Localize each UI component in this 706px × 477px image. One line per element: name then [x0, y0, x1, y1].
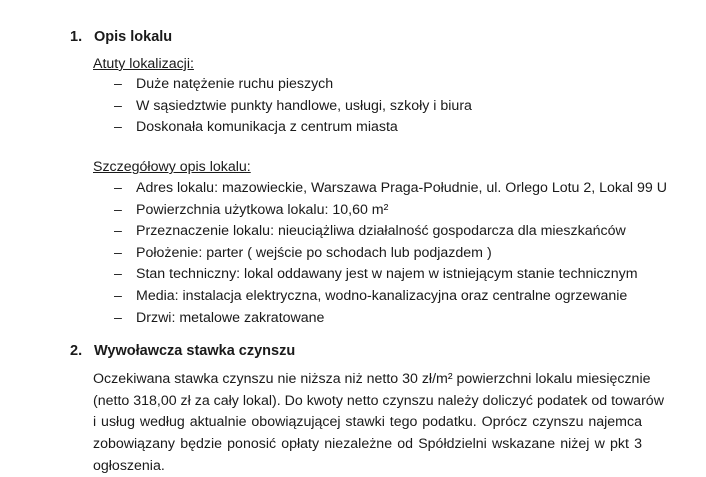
list-item-text: Doskonała komunikacja z centrum miasta [136, 119, 398, 136]
list-item-text: Drzwi: metalowe zakratowane [136, 309, 325, 326]
section-1-title: Opis lokalu [94, 29, 173, 45]
paragraph-line: i usług według aktualnie obowiązującej stawki tego podatku. Oprócz czynszu najemca [93, 414, 642, 431]
list-item-text: Adres lokalu: mazowieckie, Warszawa Praga-Południe, ul. Orlego Lotu 2, Lokal 99 U [136, 180, 667, 196]
dash-bullet: – [114, 97, 122, 114]
dash-bullet: – [114, 309, 122, 326]
list-item-text: Media: instalacja elektryczna, wodno-kanalizacyjna oraz centralne ogrzewanie [136, 287, 628, 304]
dash-bullet: – [114, 119, 122, 136]
opis-heading: Szczegółowy opis lokalu: [93, 159, 251, 175]
paragraph-line: ogłoszenia. [93, 457, 165, 474]
paragraph-line: Oczekiwana stawka czynszu nie niższa niż netto 30 zł/m² powierzchni lokalu miesięcznie [93, 371, 651, 387]
paragraph-line: zobowiązany będzie ponosić opłaty niezależne od Spółdzielni wskazane niżej w pkt 3 [93, 436, 642, 453]
list-item-text: Powierzchnia użytkowa lokalu: 10,60 m² [136, 201, 389, 218]
dash-bullet: – [114, 287, 122, 304]
section-2-number: 2. [70, 343, 83, 359]
dash-bullet: – [114, 223, 122, 240]
atuty-heading: Atuty lokalizacji: [93, 56, 194, 72]
section-1-heading [70, 29, 172, 45]
dash-bullet: – [114, 266, 122, 283]
list-item-text: Duże natężenie ruchu pieszych [136, 76, 334, 92]
list-item-text: W sąsiedztwie punkty handlowe, usługi, szkoły i biura [136, 97, 472, 114]
dash-bullet: – [114, 76, 122, 92]
rent-paragraph [93, 369, 664, 477]
dash-bullet: – [114, 180, 122, 196]
section-1-number: 1. [70, 29, 83, 45]
list-item-text: Położenie: parter ( wejście po schodach lub podjazdem ) [136, 244, 492, 261]
section-2-title: Wywoławcza stawka czynszu [94, 343, 296, 359]
list-item-text: Stan techniczny: lokal oddawany jest w najem w istniejącym stanie technicznym [136, 266, 638, 283]
dash-bullet: – [114, 201, 122, 218]
list-item-text: Przeznaczenie lokalu: nieuciążliwa działalność gospodarcza dla mieszkańców [136, 223, 626, 240]
section-2-heading [70, 343, 295, 359]
paragraph-line: (netto 318,00 zł za cały lokal). Do kwoty netto czynszu należy doliczyć podatek od towarów [93, 392, 664, 409]
dash-bullet: – [114, 244, 122, 261]
